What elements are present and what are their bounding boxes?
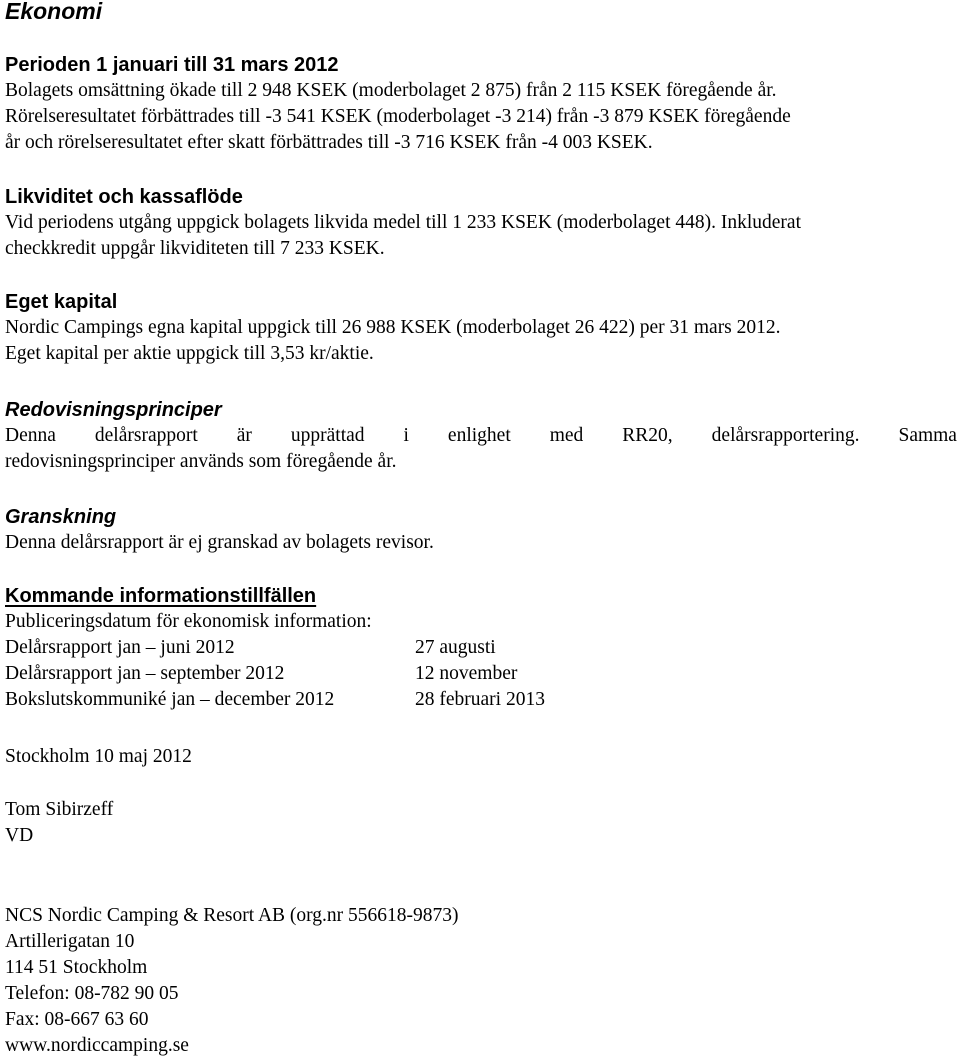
company-info (5, 903, 459, 1059)
equity-line: Nordic Campings egna kapital uppgick till 26 988 KSEK (moderbolaget 26 422) per 31 mars 2012. (5, 317, 781, 338)
accounting-section (5, 397, 955, 475)
company-website-link[interactable]: www.nordiccamping.se (5, 1035, 189, 1056)
liquidity-line: checkkredit uppgår likviditeten till 7 233 KSEK. (5, 238, 385, 259)
word: RR20, (622, 425, 673, 446)
accounting-text (5, 423, 955, 475)
word: i (403, 425, 409, 446)
company-city: 114 51 Stockholm (5, 957, 148, 978)
schedule-row (5, 687, 955, 713)
company-fax: Fax: 08-667 63 60 (5, 1009, 149, 1030)
upcoming-section (5, 583, 955, 713)
schedule-report: Bokslutskommuniké jan – december 2012 (5, 689, 335, 710)
liquidity-line: Vid periodens utgång uppgick bolagets likvida medel till 1 233 KSEK (moderbolaget 448). Inkluderat (5, 212, 801, 233)
audit-text (5, 530, 955, 556)
schedule-date: 28 februari 2013 (415, 689, 545, 710)
word: enlighet (447, 425, 511, 446)
accounting-justified-line (5, 423, 957, 449)
equity-section (5, 289, 955, 367)
word: Samma (898, 425, 957, 446)
schedule-row (5, 661, 955, 687)
period-line: Bolagets omsättning ökade till 2 948 KSEK (moderbolaget 2 875) från 2 115 KSEK föregående år. (5, 80, 777, 101)
schedule-report: Delårsrapport jan – juni 2012 (5, 637, 235, 658)
word: delårsrapport (94, 425, 198, 446)
company-phone: Telefon: 08-782 90 05 (5, 983, 179, 1004)
audit-line: Denna delårsrapport är ej granskad av bolagets revisor. (5, 532, 434, 553)
audit-section (5, 504, 955, 556)
schedule-report: Delårsrapport jan – september 2012 (5, 663, 285, 684)
accounting-line: redovisningsprinciper används som föregående år. (5, 451, 397, 472)
page-title: Ekonomi (5, 0, 103, 24)
schedule-date: 27 augusti (415, 637, 496, 658)
word: upprättad (290, 425, 365, 446)
upcoming-heading: Kommande informationstillfällen (5, 585, 317, 607)
upcoming-text (5, 609, 955, 713)
signatory-name: Tom Sibirzeff (5, 799, 114, 820)
company-street: Artillerigatan 10 (5, 931, 135, 952)
signatory-role: VD (5, 825, 34, 846)
place-date: Stockholm 10 maj 2012 (5, 746, 192, 767)
schedule-date: 12 november (415, 663, 518, 684)
word: Denna (5, 425, 56, 446)
word: med (549, 425, 584, 446)
period-text (5, 78, 955, 156)
company-name: NCS Nordic Camping & Resort AB (org.nr 556618-9873) (5, 905, 459, 926)
accounting-heading: Redovisningsprinciper (5, 399, 222, 421)
upcoming-intro: Publiceringsdatum för ekonomisk information: (5, 611, 372, 632)
liquidity-text (5, 210, 955, 262)
equity-heading: Eget kapital (5, 291, 118, 313)
period-line: år och rörelseresultatet efter skatt förbättrades till -3 716 KSEK från -4 003 KSEK. (5, 132, 653, 153)
word: är (236, 425, 252, 446)
liquidity-heading: Likviditet och kassaflöde (5, 186, 243, 208)
equity-text (5, 315, 955, 367)
period-line: Rörelseresultatet förbättrades till -3 541 KSEK (moderbolaget -3 214) från -3 879 KSEK föregående (5, 106, 791, 127)
period-heading: Perioden 1 januari till 31 mars 2012 (5, 54, 339, 76)
period-section (5, 52, 955, 156)
word: delårsrapportering. (711, 425, 860, 446)
liquidity-section (5, 184, 955, 262)
equity-line: Eget kapital per aktie uppgick till 3,53 kr/aktie. (5, 343, 374, 364)
audit-heading: Granskning (5, 506, 117, 528)
schedule-row (5, 635, 955, 661)
